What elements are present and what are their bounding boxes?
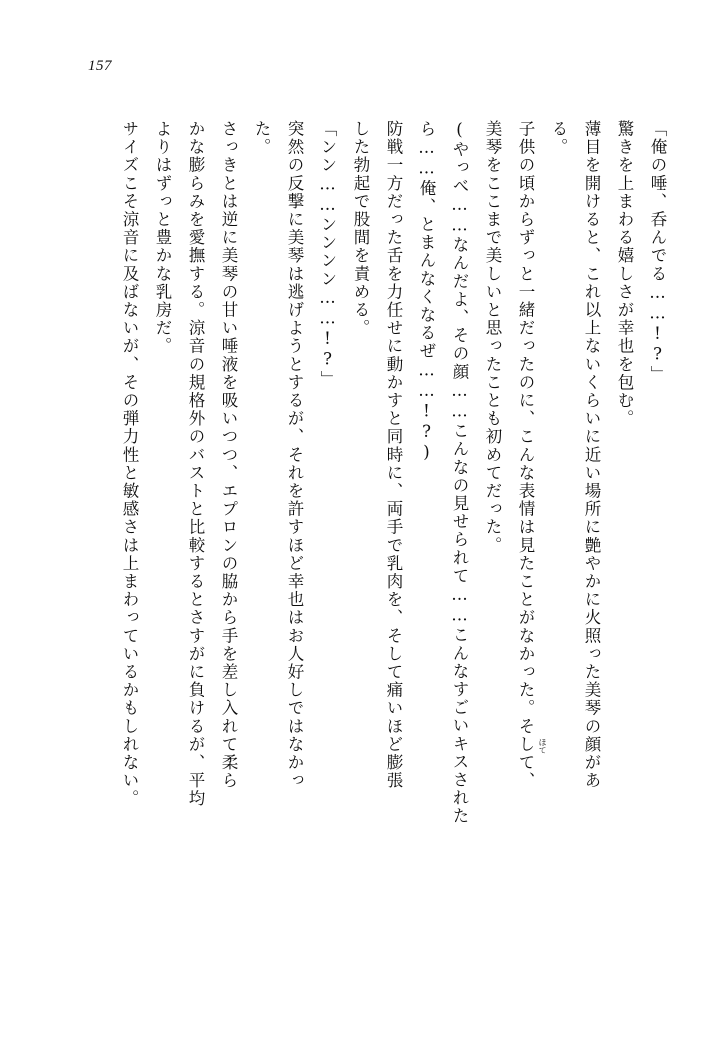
text-column: 突然の反撃に美琴は逃げようとするが、それを許すほど幸也はお人好しではなかっ [285, 120, 304, 790]
text-column: た。 [252, 120, 271, 157]
text-column: 美琴をここまで美しいと思ったことも初めてだった。 [483, 120, 502, 555]
text-column: る。 [549, 120, 568, 157]
text-column: 子供の頃からずっと一緒だったのに、こんな表情は見たことがなかった。そして、 [516, 120, 535, 790]
text-column: 「俺の唾、呑んでる……!?」 [648, 120, 667, 384]
text-column: 「ンン……ンンンン……!?」 [318, 120, 337, 389]
text-column: 防戦一方だった舌を力任せに動かすと同時に、両手で乳肉を、そして痛いほど膨張 [384, 120, 403, 790]
text-column: かな膨らみを愛撫する。涼音の規格外のバストと比較するとさすがに負けるが、平均 [186, 120, 205, 808]
text-column: 驚きを上まわる嬉しさが幸也を包む。 [615, 120, 634, 428]
text-column: よりはずっと豊かな乳房だ。 [153, 120, 172, 356]
text-column: した勃起で股間を責める。 [351, 120, 370, 338]
vertical-text-body [40, 120, 665, 980]
ruby-annotation-hoteru: ほて [538, 738, 547, 754]
text-column: サイズこそ涼音に及ばないが、その弾力性と敏感さは上まわっているかもしれない。 [120, 120, 139, 808]
text-column: ら……俺、とまんなくなるぜ……!?) [417, 120, 436, 464]
page-number: 157 [88, 58, 112, 74]
text-column: さっきとは逆に美琴の甘い唾液を吸いつつ、エプロンの脇から手を差し入れて柔ら [219, 120, 238, 790]
text-column: 薄目を開けると、これ以上ないくらいに近い場所に艶やかに火照った美琴の顔があ [582, 120, 601, 790]
text-column: (やっべ……なんだよ、その顔……こんなの見せられて……こんなすごいキスされた [450, 120, 469, 826]
